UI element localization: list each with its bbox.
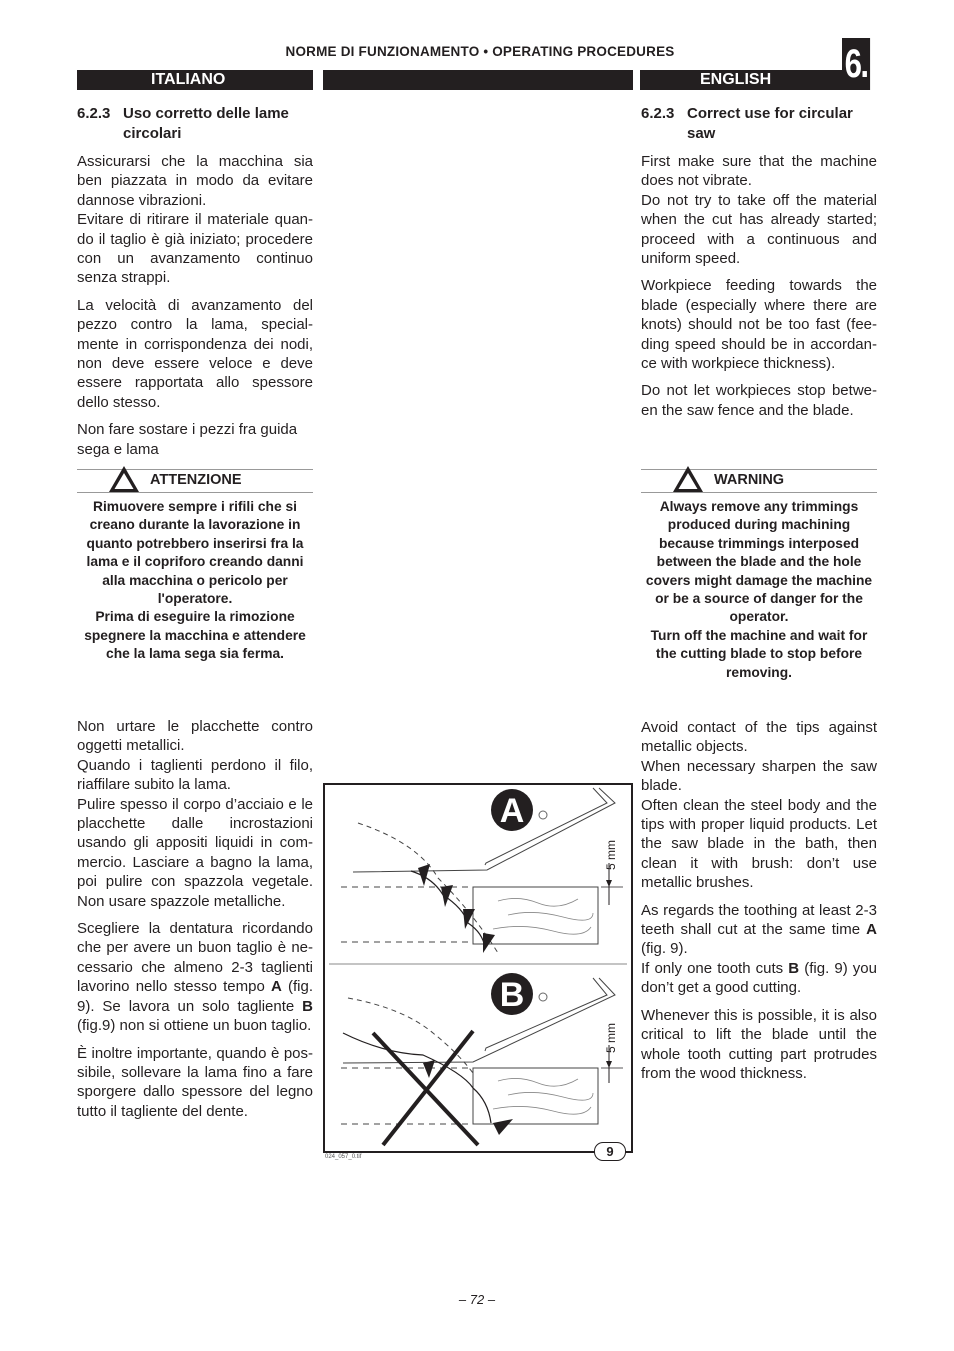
dimension-b-label: 5 mm <box>604 1023 618 1053</box>
page-number: – 72 – <box>458 1292 496 1307</box>
text-run: As regards the toothing at least 2-3 teeth shall cut at the same time <box>641 901 877 939</box>
paragraph: Do not try to take off the material when the cut has already started; proceed with a continuous and uniform speed. <box>641 191 877 268</box>
text-run: Scegliere la dentatura ricordando che per avere un buon taglio è ne-cessario che almeno 2-3 taglienti lavorino nello stesso tempo <box>77 920 313 996</box>
figure-number-badge: 9 <box>594 1142 626 1161</box>
paragraph: When necessary sharpen the saw blade. <box>641 757 877 795</box>
warning-text-1: Rimuovere sempre i rifili che si creano durante la lavorazione in quanto potrebbero inserirsi fra la lama e il copriforo creando danni alla macchina o pericolo per l'operatore. <box>86 499 304 607</box>
warning-text <box>77 498 313 664</box>
paragraph: Do not let workpieces stop betwe-en the saw fence and the blade. <box>641 382 877 419</box>
paragraph <box>77 919 313 1035</box>
language-bar-italian: ITALIANO <box>77 70 313 90</box>
paragraph: Pulire spesso il corpo d’acciaio e le placchette dalle incrostazioni usando gli appositi liquidi in com-mercio. Lasciare a bagno la lama, poi pulire con spazzola vegetale. Non usare spazzole metalliche. <box>77 795 313 910</box>
warning-text-2: Prima di eseguire la rimozione spegnere la macchina e attendere che la lama sega sia ferma. <box>84 609 306 662</box>
section-heading <box>641 104 877 144</box>
label-a: A <box>499 792 525 830</box>
figure-ref-a: A <box>270 978 282 996</box>
paragraph: Whenever this is possible, it is also critical to lift the blade until the whole tooth cutting part protrudes from the wood thickness. <box>641 1006 877 1082</box>
section-title: Uso corretto delle lame circolari <box>123 105 289 142</box>
warning-text <box>641 498 877 682</box>
text-run: (fig. 9) you don’t get a good cutting. <box>641 959 877 997</box>
section-heading <box>77 104 313 144</box>
figure-ref-b: B <box>302 997 313 1015</box>
paragraph: È inoltre importante, quando è pos-sibile, sollevare la lama fino a fare sporgere dallo spessore del legno tutto il tagliente del dente. <box>77 1044 313 1120</box>
paragraph: First make sure that the machine does not vibrate. <box>641 153 877 190</box>
english-column-top <box>641 104 877 428</box>
text-run: (fig. 9). Se lavora un solo tagliente <box>77 978 313 1015</box>
section-title: Correct use for circular saw <box>687 105 853 142</box>
paragraph <box>641 959 877 998</box>
warning-box-english <box>641 469 877 682</box>
warning-header <box>77 469 313 493</box>
warning-box-italian <box>77 469 313 664</box>
paragraph: Evitare di ritirare il materiale quan-do il taglio è già iniziato; procedere con un avanzamento continuo senza strappi. <box>77 211 313 287</box>
paragraph: La velocità di avanzamento del pezzo contro la lama, special-mente in corrispondenza dei nodi, non deve essere veloce e deve essere rapportata allo spessore dello stesso. <box>77 296 313 411</box>
label-b: B <box>499 976 525 1014</box>
english-column-bottom <box>641 718 877 1091</box>
language-bar-spacer <box>323 70 633 90</box>
warning-header <box>641 469 877 493</box>
italian-column-bottom <box>77 717 313 1129</box>
paragraph: Avoid contact of the tips against metallic objects. <box>641 719 877 756</box>
text-run: (fig.9) non si ottiene un buon taglio. <box>77 1017 312 1035</box>
paragraph <box>641 901 877 959</box>
paragraph: Non fare sostare i pezzi fra guida sega e lama <box>77 421 298 458</box>
section-number: 6.2.3 <box>77 105 111 122</box>
warning-title: WARNING <box>714 472 785 488</box>
figure-ref-a: A <box>866 921 877 939</box>
paragraph: Assicurarsi che la macchina sia ben piazzata in modo da evitare dannose vibrazioni. <box>77 153 313 209</box>
warning-title: ATTENZIONE <box>150 472 242 488</box>
warning-triangle-icon <box>671 464 705 494</box>
paragraph: Quando i taglienti perdono il filo, riaffilare subito la lama. <box>77 756 313 794</box>
warning-text-1: Always remove any trimmings produced during machining because trimmings interposed between the blade and the hole covers might damage the machine or be a source of danger for the operator. <box>645 499 873 625</box>
warning-text-2: Turn off the machine and wait for the cutting blade to stop before removing. <box>650 627 868 680</box>
warning-triangle-icon <box>107 464 141 494</box>
page-header-title: NORME DI FUNZIONAMENTO • OPERATING PROCEDURES <box>285 44 675 59</box>
text-run: (fig. 9). <box>641 940 688 958</box>
chapter-number: 6. <box>842 38 870 90</box>
italian-column-top <box>77 104 313 467</box>
figure-file-code: 024_057_0.tif <box>325 1154 362 1160</box>
figure-ref-b: B <box>788 959 800 977</box>
paragraph: Often clean the steel body and the tips with proper liquid products. Let the saw blade in the bath, then clean it with brush: don’t use metallic brushes. <box>641 796 877 892</box>
dimension-a-label: 5 mm <box>604 840 618 870</box>
language-bar-english: ENGLISH <box>640 70 842 90</box>
text-run: If only one tooth cuts <box>641 959 789 977</box>
paragraph: Non urtare le placchette contro oggetti metallici. <box>77 718 313 755</box>
figure-9-saw-blade-diagram <box>323 783 633 1153</box>
paragraph: Workpiece feeding towards the blade (especially where there are knots) should not be too fast (fee-ding speed should be in accordan-ce with workpiece thickness). <box>641 277 877 373</box>
section-number: 6.2.3 <box>641 105 675 122</box>
